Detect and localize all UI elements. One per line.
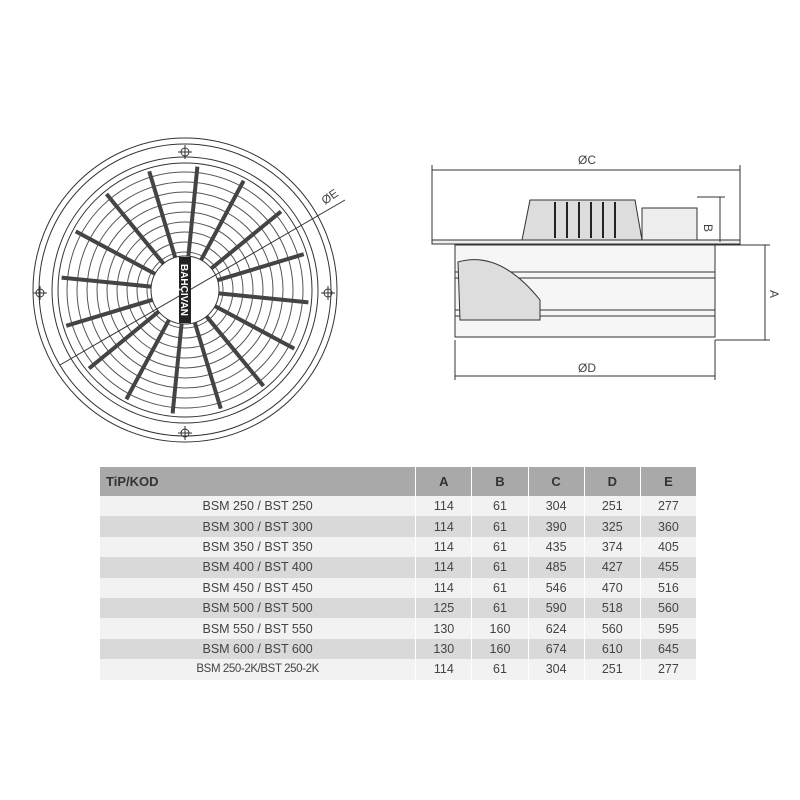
table-cell: 277 [640,496,696,516]
table-cell: 610 [584,639,640,659]
table-cell: 61 [472,578,528,598]
table-cell: 160 [472,639,528,659]
dimension-table [100,467,697,680]
table-cell: 374 [584,537,640,557]
dim-label-e: ØE [318,186,341,208]
model-code: BSM 500 / BST 500 [100,598,416,618]
table-cell: 590 [528,598,584,618]
model-code: BSM 550 / BST 550 [100,618,416,638]
column-header: E [640,467,696,496]
table-cell: 595 [640,618,696,638]
table-cell: 470 [584,578,640,598]
table-cell: 114 [416,659,472,679]
table-cell: 61 [472,598,528,618]
dim-label-a: A [767,290,781,299]
table-cell: 61 [472,557,528,577]
table-cell: 485 [528,557,584,577]
table-cell: 277 [640,659,696,679]
model-code: BSM 350 / BST 350 [100,537,416,557]
table-row [100,659,697,679]
model-code: BSM 450 / BST 450 [100,578,416,598]
table-header-row [100,467,697,496]
table-cell: 518 [584,598,640,618]
table-cell: 61 [472,496,528,516]
table-row [100,557,697,577]
column-header: C [528,467,584,496]
table-cell: 160 [472,618,528,638]
table-cell: 674 [528,639,584,659]
table-cell: 61 [472,659,528,679]
model-code: BSM 400 / BST 400 [100,557,416,577]
table-cell: 61 [472,537,528,557]
table-row [100,516,697,536]
table-cell: 516 [640,578,696,598]
dim-label-d: ØD [578,361,596,375]
column-header: TiP/KOD [100,467,416,496]
table-cell: 624 [528,618,584,638]
column-header: B [472,467,528,496]
table-cell: 130 [416,639,472,659]
dim-label-b: B [701,224,715,233]
table-cell: 360 [640,516,696,536]
table-cell: 435 [528,537,584,557]
table-cell: 125 [416,598,472,618]
table-cell: 325 [584,516,640,536]
table-cell: 114 [416,496,472,516]
model-code: BSM 250-2K/BST 250-2K [100,659,416,679]
column-header: D [584,467,640,496]
table-cell: 114 [416,537,472,557]
table-row [100,639,697,659]
side-view [432,165,770,380]
dim-label-c: ØC [578,153,596,167]
table-cell: 427 [584,557,640,577]
table-cell: 114 [416,557,472,577]
model-code: BSM 600 / BST 600 [100,639,416,659]
table-cell: 304 [528,496,584,516]
logo [178,257,191,323]
model-code: BSM 250 / BST 250 [100,496,416,516]
table-cell: 645 [640,639,696,659]
table-row [100,578,697,598]
column-header: A [416,467,472,496]
table-row [100,496,697,516]
table-cell: 560 [584,618,640,638]
table-cell: 251 [584,659,640,679]
table-cell: 304 [528,659,584,679]
table-row [100,618,697,638]
model-code: BSM 300 / BST 300 [100,516,416,536]
table-cell: 546 [528,578,584,598]
table-row [100,598,697,618]
table-cell: 560 [640,598,696,618]
svg-text:BAHÇIVAN: BAHÇIVAN [178,263,189,317]
table-cell: 390 [528,516,584,536]
table-cell: 405 [640,537,696,557]
table-cell: 61 [472,516,528,536]
table-cell: 114 [416,516,472,536]
table-row [100,537,697,557]
table-cell: 114 [416,578,472,598]
table-cell: 130 [416,618,472,638]
table-cell: 251 [584,496,640,516]
table-cell: 455 [640,557,696,577]
